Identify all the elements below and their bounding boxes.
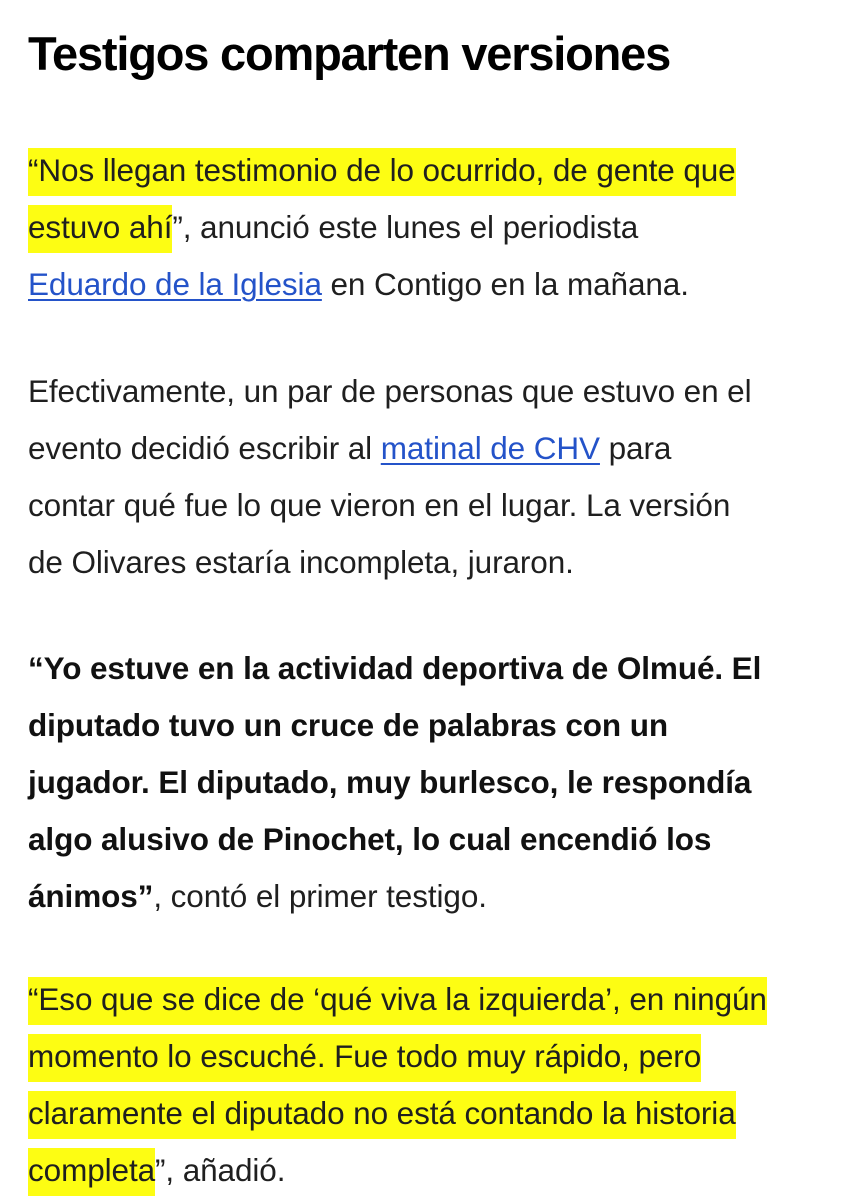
quote-line: algo alusivo de Pinochet, lo cual encendió los	[28, 821, 712, 857]
highlighted-quote: “Nos llegan testimonio de lo ocurrido, de gente que	[28, 148, 736, 196]
paragraph-quote-intro	[28, 142, 828, 313]
paragraph-second-witness	[28, 971, 828, 1199]
paragraph-text: evento decidió escribir al	[28, 430, 381, 466]
paragraph-line: Efectivamente, un par de personas que estuvo en el	[28, 373, 752, 409]
paragraph-witnesses	[28, 363, 828, 591]
quote-line: diputado tuvo un cruce de palabras con un	[28, 707, 668, 743]
chv-matinal-link[interactable]: matinal de CHV	[380, 430, 600, 466]
paragraph-line	[28, 420, 828, 477]
highlighted-quote: estuvo ahí	[28, 205, 172, 253]
paragraph-line	[28, 971, 828, 1028]
section-headline: Testigos comparten versiones	[28, 27, 671, 80]
paragraph-line: contar qué fue lo que vieron en el lugar. La versión	[28, 487, 731, 523]
paragraph-text: en Contigo en la mañana.	[321, 266, 689, 302]
paragraph-line	[28, 199, 828, 256]
paragraph-line	[28, 1028, 828, 1085]
paragraph-first-witness	[28, 640, 828, 925]
paragraph-text: ”, añadió.	[155, 1152, 286, 1188]
paragraph-line	[28, 142, 828, 199]
quote-line: jugador. El diputado, muy burlesco, le respondía	[28, 764, 752, 800]
paragraph-line	[28, 1142, 828, 1199]
paragraph-text: ”, anunció este lunes el periodista	[172, 209, 639, 245]
highlighted-quote: completa	[28, 1148, 155, 1196]
paragraph-line	[28, 256, 828, 313]
highlighted-quote: momento lo escuché. Fue todo muy rápido, pero	[28, 1034, 701, 1082]
paragraph-text: para	[599, 430, 672, 466]
quote-end: ánimos”	[28, 878, 154, 914]
quote-line: “Yo estuve en la actividad deportiva de Olmué. El	[28, 650, 762, 686]
paragraph-line	[28, 1085, 828, 1142]
paragraph-line: de Olivares estaría incompleta, juraron.	[28, 544, 574, 580]
highlighted-quote: claramente el diputado no está contando la historia	[28, 1091, 736, 1139]
paragraph-text: , contó el primer testigo.	[153, 878, 487, 914]
highlighted-quote: “Eso que se dice de ‘qué viva la izquierda’, en ningún	[28, 977, 767, 1025]
paragraph-line	[28, 868, 828, 925]
journalist-link[interactable]: Eduardo de la Iglesia	[28, 266, 322, 302]
